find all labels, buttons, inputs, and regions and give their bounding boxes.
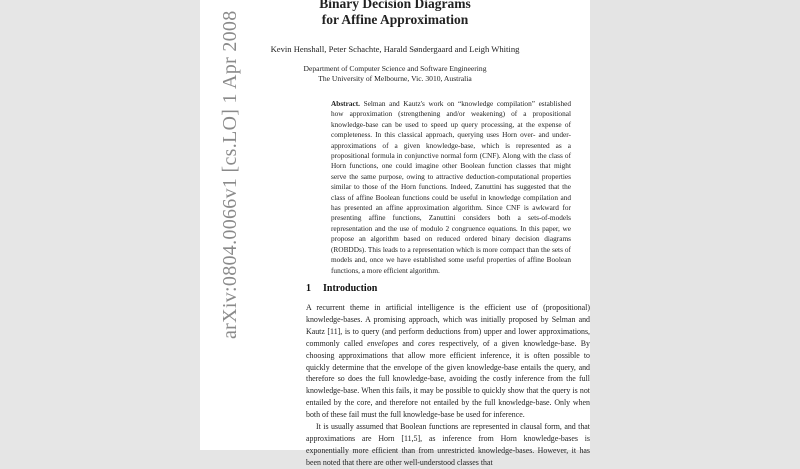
- affiliation-university: The University of Melbourne, Vic. 3010, Australia: [318, 74, 472, 83]
- author-list: Kevin Henshall, Peter Schachte, Harald Søndergaard and Leigh Whiting: [270, 44, 520, 54]
- abstract-text: Selman and Kautz's work on “knowledge compilation” established how approximation (strengthening and/or weakening) of a propositional knowledge-base can be used to speed up query processing, at the expense of completeness. In this classical approach, querying uses Horn over- and under-approximations of a given knowledge-base, which is represented as a propositional formula in conjunctive normal form (CNF). Along with the class of Horn functions, one could imagine other Boolean function classes that might serve the same purpose, owing to attractive deduction-computational properties similar to those of the Horn functions. Indeed, Zanuttini has suggested that the class of affine Boolean functions could be useful in knowledge compilation and has presented an affine approximation algorithm. Since CNF is awkward for presenting affine functions, Zanuttini considers both a sets-of-models representation and the use of modulo 2 congruence equations. In this paper, we propose an algorithm based on reduced ordered binary decision diagrams (ROBDDs). This leads to a representation which is more compact than the sets of models and, once we have established some useful properties of affine Boolean functions, a more efficient algorithm.: [331, 99, 571, 275]
- section-heading: [306, 283, 377, 294]
- abstract: [331, 99, 571, 276]
- paragraph-1: [306, 302, 590, 421]
- section-number: 1: [306, 283, 311, 294]
- abstract-label: Abstract.: [331, 99, 360, 108]
- paragraph-1-part-c: respectively, of a given knowledge-base. By choosing approximations that allow more efficient inference, it is often possible to quickly determine that the envelope of the given knowledge-base entails the query, and therefore so does the full knowledge-base, avoiding the costly inference from the full knowledge-base. When this fails, it may be possible to quickly show that the query is not entailed by the core, and therefore not entailed by the full knowledge-base. Only when both of these fail must the full knowledge-base be used for inference.: [306, 338, 590, 420]
- emphasis-envelopes: envelopes: [367, 338, 399, 348]
- paper-title-line-1: Binary Decision Diagrams: [319, 0, 471, 11]
- affiliation-department: Department of Computer Science and Software Engineering: [303, 64, 487, 73]
- body-text: [306, 302, 590, 469]
- paragraph-2: It is usually assumed that Boolean functions are represented in clausal form, and that approximations are Horn [11,5], as inference from Horn knowledge-bases is exponentially more efficient than from unrestricted knowledge-bases. However, it has been noted that there are other well-understood classes that: [306, 422, 590, 467]
- emphasis-cores: cores: [418, 338, 435, 348]
- section-title: Introduction: [323, 283, 378, 294]
- paragraph-1-part-a: A recurrent theme in artificial intelligence is the efficient use of (propositional) knowledge-bases. A promising approach, which was initially proposed by Selman and Kautz [11], is to query (and perform deductions from) upper and lower approximations, commonly called: [306, 303, 590, 348]
- right-margin: [590, 0, 800, 450]
- left-margin: [0, 0, 200, 450]
- paper-title-line-2: for Affine Approximation: [321, 12, 469, 27]
- arxiv-identifier: arXiv:0804.0066v1 [cs.LO] 1 Apr 2008: [219, 10, 241, 339]
- paragraph-1-part-b: and: [398, 338, 419, 348]
